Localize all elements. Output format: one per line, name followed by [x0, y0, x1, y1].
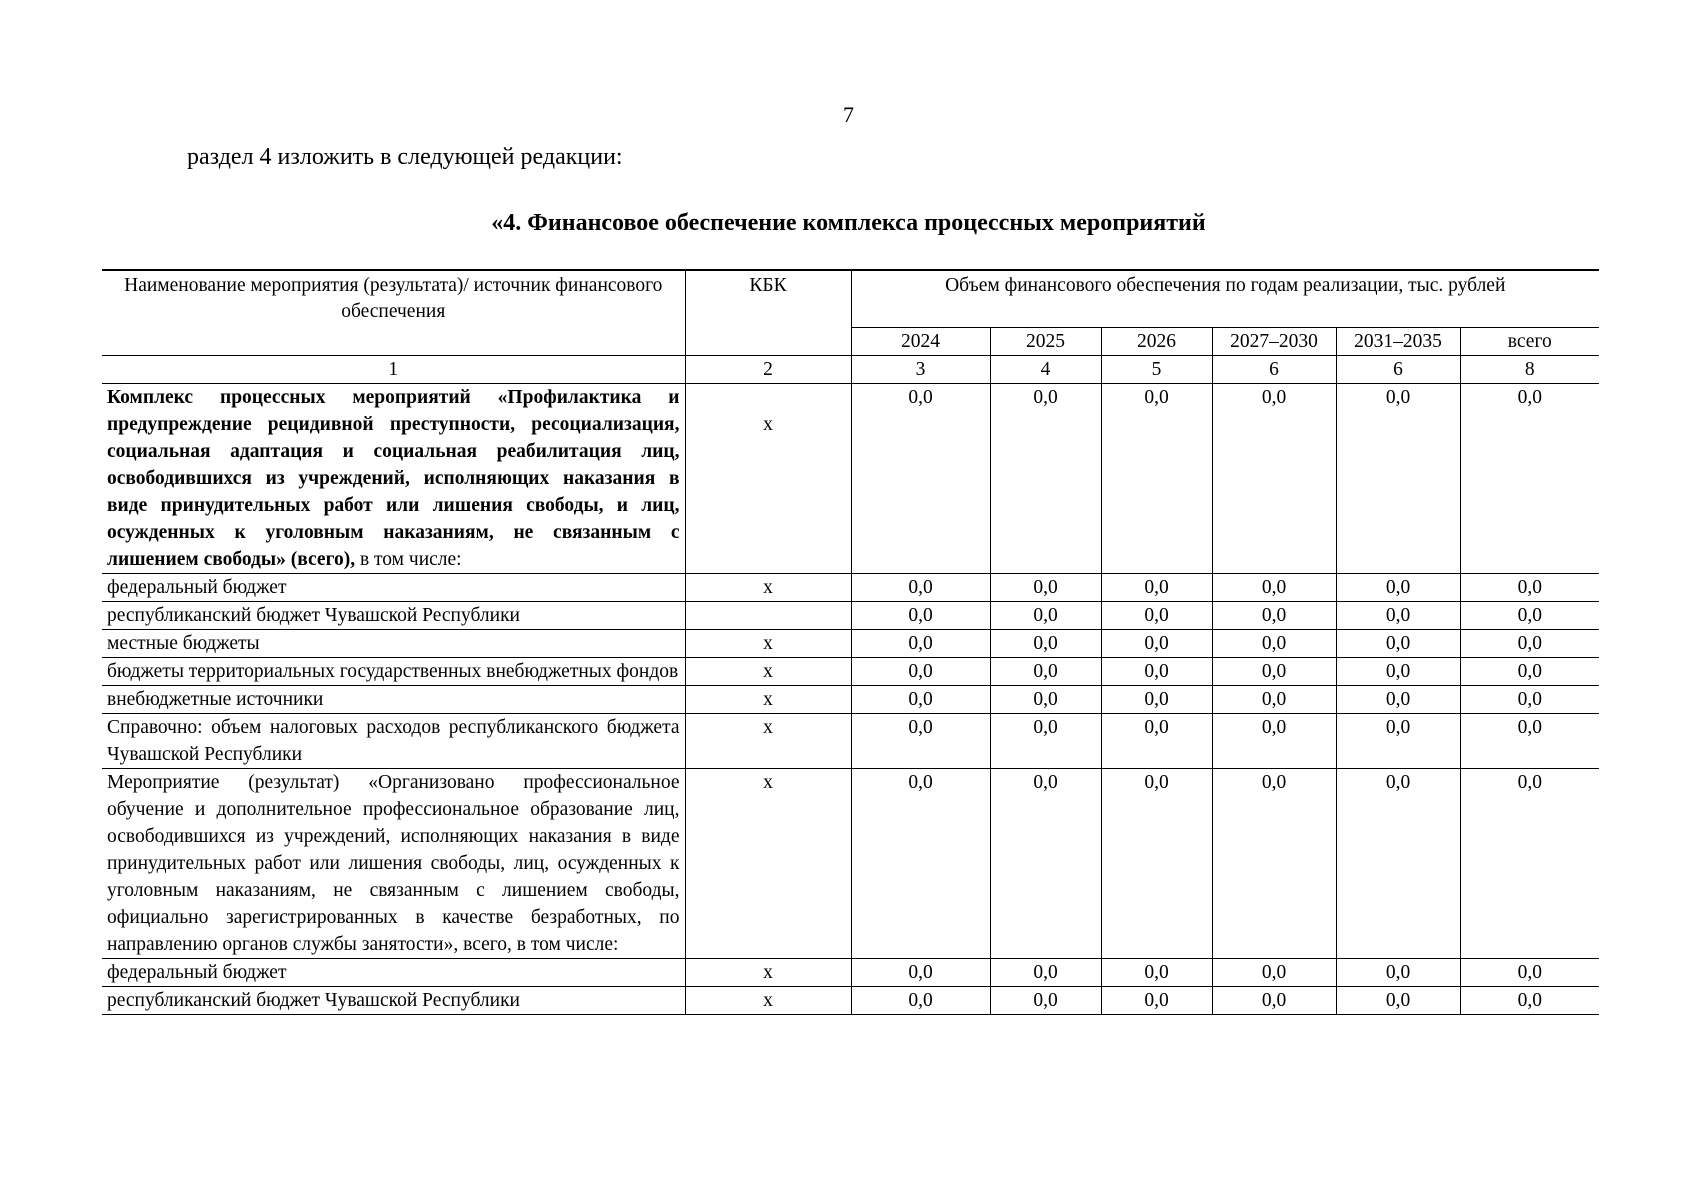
- header-volume: Объем финансового обеспечения по годам реализации, тыс. рублей: [851, 270, 1599, 328]
- row-total: 0,0: [1460, 574, 1599, 602]
- row-value: 0,0: [990, 987, 1101, 1015]
- row-name: бюджеты территориальных государственных внебюджетных фондов: [102, 658, 685, 686]
- row-name: Справочно: объем налоговых расходов республиканского бюджета Чувашской Республики: [102, 714, 685, 769]
- header-year: 2026: [1101, 328, 1212, 356]
- column-number: 3: [851, 356, 990, 384]
- row-total: 0,0: [1460, 602, 1599, 630]
- row-value: 0,0: [851, 686, 990, 714]
- row-value: 0,0: [1101, 630, 1212, 658]
- row-value: 0,0: [990, 574, 1101, 602]
- row-value: 0,0: [1212, 630, 1336, 658]
- row-kbk: x: [685, 658, 851, 686]
- row-name: республиканский бюджет Чувашской Республики: [102, 987, 685, 1015]
- row-value: 0,0: [1212, 987, 1336, 1015]
- row-name: местные бюджеты: [102, 630, 685, 658]
- column-number: 6: [1336, 356, 1460, 384]
- row-value: 0,0: [851, 987, 990, 1015]
- row-total: 0,0: [1460, 686, 1599, 714]
- row-value: 0,0: [1212, 959, 1336, 987]
- page-number: 7: [843, 102, 854, 127]
- header-year: 2024: [851, 328, 990, 356]
- table-row: [102, 630, 1599, 658]
- table-row: [102, 384, 1599, 574]
- row-name: Мероприятие (результат) «Организовано профессиональное обучение и дополнительное профессиональное образование лиц, освободившихся из учреждений, исполняющих наказания в виде принудительных работ или лишения свободы, лиц, осужденных к уголовным наказаниям, не связанным с лишением свободы, официально зарегистрированных в качестве безработных, по направлению органов службы занятости», всего, в том числе:: [102, 769, 685, 959]
- table-row: [102, 769, 1599, 959]
- row-kbk: x: [685, 987, 851, 1015]
- column-number: 2: [685, 356, 851, 384]
- row-value: 0,0: [990, 714, 1101, 769]
- row-kbk: x: [685, 714, 851, 769]
- table-row: [102, 987, 1599, 1015]
- table-row: [102, 602, 1599, 630]
- row-name: федеральный бюджет: [102, 959, 685, 987]
- row-value: 0,0: [851, 602, 990, 630]
- row-value: 0,0: [1336, 987, 1460, 1015]
- row-kbk: x: [685, 959, 851, 987]
- column-number: 6: [1212, 356, 1336, 384]
- header-year: 2027–2030: [1212, 328, 1336, 356]
- table-row: [102, 574, 1599, 602]
- table-row: [102, 658, 1599, 686]
- row-value: 0,0: [851, 630, 990, 658]
- row-total: 0,0: [1460, 987, 1599, 1015]
- row-value: 0,0: [1101, 658, 1212, 686]
- intro-text: раздел 4 изложить в следующей редакции:: [187, 144, 623, 170]
- row-value: 0,0: [1212, 686, 1336, 714]
- row-kbk: x: [685, 630, 851, 658]
- row-value: 0,0: [1101, 574, 1212, 602]
- row-value: 0,0: [990, 686, 1101, 714]
- financing-table: [102, 269, 1599, 1015]
- row-kbk: [685, 602, 851, 630]
- row-total: 0,0: [1460, 769, 1599, 959]
- row-total: 0,0: [1460, 384, 1599, 574]
- section-title: «4. Финансовое обеспечение комплекса процессных мероприятий: [491, 210, 1206, 236]
- column-number: 1: [102, 356, 685, 384]
- row-value: 0,0: [1336, 630, 1460, 658]
- row-value: 0,0: [851, 574, 990, 602]
- header-year: 2025: [990, 328, 1101, 356]
- row-kbk: x: [685, 686, 851, 714]
- row-name: внебюджетные источники: [102, 686, 685, 714]
- row-value: 0,0: [1212, 658, 1336, 686]
- row-total: 0,0: [1460, 959, 1599, 987]
- row-value: 0,0: [1212, 384, 1336, 574]
- row-value: 0,0: [1101, 602, 1212, 630]
- row-total: 0,0: [1460, 714, 1599, 769]
- row-value: 0,0: [1212, 602, 1336, 630]
- row-value: 0,0: [990, 658, 1101, 686]
- row-value: 0,0: [1101, 384, 1212, 574]
- row-kbk: x: [685, 769, 851, 959]
- column-number: 8: [1460, 356, 1599, 384]
- header-total: всего: [1460, 328, 1599, 356]
- row-value: 0,0: [1336, 686, 1460, 714]
- row-value: 0,0: [1336, 574, 1460, 602]
- row-name: республиканский бюджет Чувашской Республики: [102, 602, 685, 630]
- row-value: 0,0: [1336, 959, 1460, 987]
- row-kbk: x: [685, 384, 851, 574]
- row-value: 0,0: [1101, 686, 1212, 714]
- numbering-row: [102, 356, 1599, 384]
- table-row: [102, 714, 1599, 769]
- row-name: [102, 384, 685, 574]
- row-name: федеральный бюджет: [102, 574, 685, 602]
- column-number: 5: [1101, 356, 1212, 384]
- row-value: 0,0: [1336, 769, 1460, 959]
- row-total: 0,0: [1460, 658, 1599, 686]
- header-year: 2031–2035: [1336, 328, 1460, 356]
- row-value: 0,0: [1101, 769, 1212, 959]
- row-value: 0,0: [1336, 602, 1460, 630]
- row-value: 0,0: [1212, 574, 1336, 602]
- row-value: 0,0: [1336, 714, 1460, 769]
- row-value: 0,0: [1212, 769, 1336, 959]
- row-value: 0,0: [1101, 987, 1212, 1015]
- row-kbk: x: [685, 574, 851, 602]
- row-value: 0,0: [990, 959, 1101, 987]
- table-row: [102, 959, 1599, 987]
- row-value: 0,0: [990, 630, 1101, 658]
- table-row: [102, 686, 1599, 714]
- row-value: 0,0: [851, 714, 990, 769]
- row-total: 0,0: [1460, 630, 1599, 658]
- row-value: 0,0: [1101, 714, 1212, 769]
- row-value: 0,0: [851, 658, 990, 686]
- row-value: 0,0: [1212, 714, 1336, 769]
- row-name-bold: Комплекс процессных мероприятий «Профилактика и предупреждение рецидивной преступности, ресоциализация, социальная адаптация и социальная реабилитация лиц, освободившихся из учреждений, исполняющих наказания в виде принудительных работ или лишения свободы, и лиц, осужденных к уголовным наказаниям, не связанным с лишением свободы» (всего),: [107, 387, 680, 570]
- row-value: 0,0: [990, 602, 1101, 630]
- row-value: 0,0: [851, 384, 990, 574]
- row-value: 0,0: [990, 769, 1101, 959]
- row-value: 0,0: [1336, 658, 1460, 686]
- row-value: 0,0: [851, 959, 990, 987]
- row-value: 0,0: [990, 384, 1101, 574]
- header-name: Наименование мероприятия (результата)/ источник финансового обеспечения: [102, 270, 685, 356]
- header-row: [102, 270, 1599, 328]
- row-value: 0,0: [1336, 384, 1460, 574]
- header-kbk: КБК: [685, 270, 851, 356]
- row-value: 0,0: [1101, 959, 1212, 987]
- row-value: 0,0: [851, 769, 990, 959]
- row-name-tail: в том числе:: [355, 549, 462, 570]
- column-number: 4: [990, 356, 1101, 384]
